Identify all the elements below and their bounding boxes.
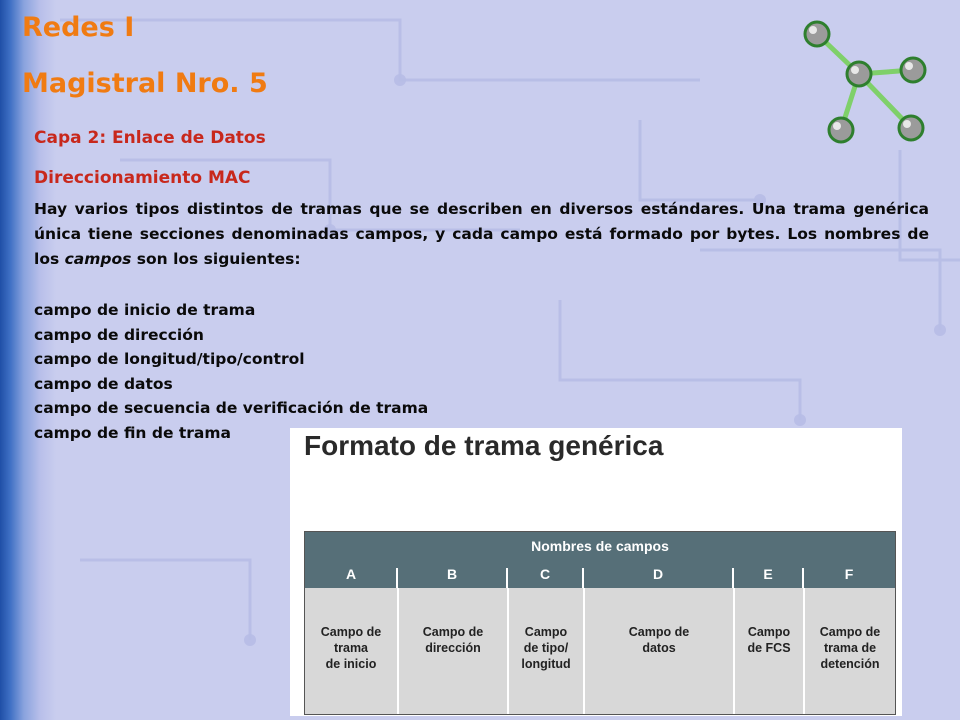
cell-label: Campo de FCS [747,625,791,655]
list-item: campo de datos [34,374,173,393]
slide-subtitle: Magistral Nro. 5 [22,68,268,99]
cell-label: Campo de datos [628,625,690,655]
cell-label: Campo de trama de detención [819,625,881,671]
frame-format-figure [290,428,902,716]
cell-label: Campo de dirección [422,625,484,655]
column-letter: F [844,566,854,582]
column-divider [802,568,804,588]
list-item: campo de secuencia de verificación de trama [34,399,429,417]
table-cell [733,588,803,714]
table-cell [507,588,583,714]
list-item: campo de longitud/tipo/control [34,350,305,368]
paragraph-emphasis: campos [64,250,132,268]
layer-heading: Capa 2: Enlace de Datos [34,128,266,148]
column-letter: D [652,566,664,582]
cell-label: Campo de trama de inicio [320,625,382,671]
column-letter: B [446,566,458,582]
column-divider [506,568,508,588]
list-item: campo de inicio de trama [34,301,256,319]
table-cell [583,588,733,714]
table-header-title: Nombres de campos [531,538,669,554]
column-letter: C [539,566,551,582]
column-divider [732,568,734,588]
figure-title: Formato de trama genérica [304,430,664,461]
column-divider [582,568,584,588]
column-divider [396,568,398,588]
paragraph-text-end: son los siguientes: [131,250,301,268]
list-item: campo de fin de trama [34,423,231,442]
cell-label: Campo de tipo/ longitud [521,625,571,671]
table-cell [803,588,895,714]
list-item: campo de dirección [34,325,204,344]
paragraph-text-start: Hay varios tipos distintos de tramas que se describen en diversos estándares. Una trama genérica única tiene secciones denominadas campos, y cada campo está formado por bytes. Los nombres de los [34,200,929,268]
field-list [34,298,428,445]
description-paragraph [34,197,929,272]
column-letter: A [345,566,357,582]
table-cell [305,588,397,714]
column-letter: E [763,566,773,582]
table-header [305,532,895,588]
table-cell [397,588,507,714]
frame-fields-table [304,531,896,715]
slide-title: Redes I [22,12,135,43]
network-molecule-icon [795,12,935,152]
topic-heading: Direccionamiento MAC [34,168,251,188]
